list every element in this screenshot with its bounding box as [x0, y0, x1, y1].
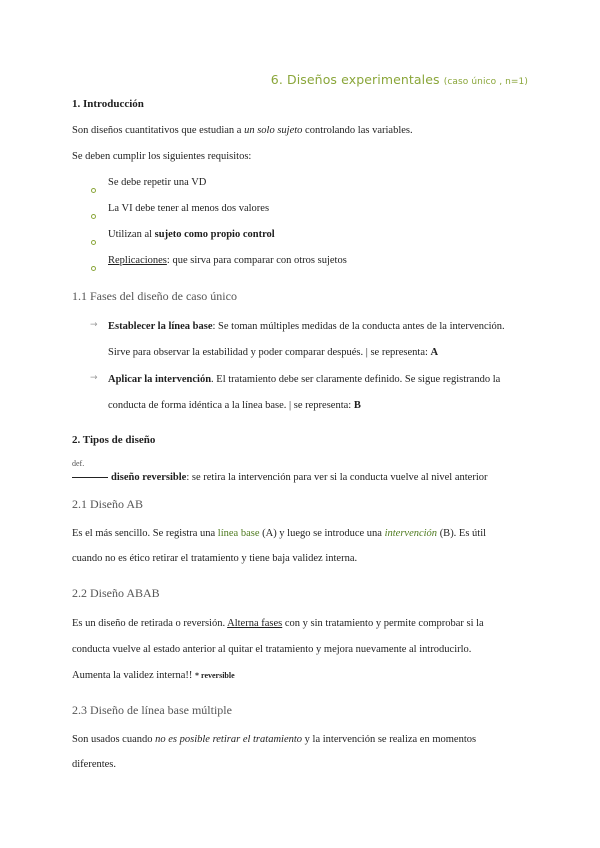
ab-term-intervention: intervención [384, 528, 438, 539]
bullet-dot-icon [91, 206, 96, 224]
requirement-item-2: La VI debe tener al menos dos valores [108, 203, 270, 214]
phase2-letter: B [353, 400, 361, 411]
ab-paragraph-line-1 [72, 527, 486, 540]
phase1-strong: Establecer la línea base [108, 321, 213, 332]
intro-paragraph-2: Se deben cumplir los siguientes requisitos: [72, 151, 252, 162]
definition-label: def. [72, 459, 85, 468]
abab-tag: * reversible [195, 671, 235, 680]
multiple-emphasis: no es posible retirar el tratamiento [155, 734, 303, 745]
header-title: 6. Diseños experimentales [270, 72, 440, 87]
abab-text-c: Aumenta la validez interna!! [72, 670, 196, 681]
req3-strong: sujeto como propio control [154, 229, 275, 240]
phase-item-1-line-1 [108, 320, 505, 333]
phase2-line2-text: conducta de forma idéntica a la línea base. | se representa: [108, 400, 354, 411]
arrow-right-icon: → [90, 320, 98, 330]
ab-text-a: Es el más sencillo. Se registra una [72, 528, 218, 539]
ab-paragraph-line-2: cuando no es ético retirar el tratamiento y tiene baja validez interna. [72, 553, 358, 564]
phase1-line2-text: Sirve para observar la estabilidad y poder comparar después. | se representa: [108, 347, 431, 358]
ab-term-baseline: línea base [217, 528, 260, 539]
dash-line [72, 477, 108, 478]
section-heading-multiple-baseline: 2.3 Diseño de línea base múltiple [72, 703, 232, 717]
p1-text-b: controlando las variables. [302, 125, 413, 136]
phase2-text: . El tratamiento debe ser claramente definido. Se sigue registrando la [211, 374, 501, 385]
abab-paragraph-line-1 [72, 617, 484, 630]
arrow-right-icon: → [90, 373, 98, 383]
phase-item-1-line-2 [108, 346, 438, 359]
page-header [271, 72, 528, 87]
definition-text: : se retira la intervención para ver si la conducta vuelve al nivel anterior [186, 472, 488, 483]
multiple-paragraph-line-2: diferentes. [72, 759, 117, 770]
abab-text-a: Es un diseño de retirada o reversión. [72, 618, 228, 629]
req3-text: Utilizan al [108, 229, 155, 240]
section-heading-intro: 1. Introducción [72, 98, 144, 110]
abab-paragraph-line-3 [72, 669, 235, 682]
multiple-text-b: y la intervención se realiza en momentos [302, 734, 477, 745]
definition-term: diseño reversible [111, 472, 187, 483]
phase-item-2-line-1 [108, 373, 500, 386]
phase1-text: : Se toman múltiples medidas de la conducta antes de la intervención. [212, 321, 505, 332]
multiple-paragraph-line-1 [72, 733, 476, 746]
p1-text-a: Son diseños cuantitativos que estudian a [72, 125, 245, 136]
req4-underlined: Replicaciones [108, 255, 167, 266]
section-heading-ab: 2.1 Diseño AB [72, 497, 144, 511]
multiple-text-a: Son usados cuando [72, 734, 156, 745]
bullet-dot-icon [91, 180, 96, 198]
bullet-dot-icon [91, 258, 96, 276]
abab-paragraph-line-2: conducta vuelve al estado anterior al quitar el tratamiento y mejora nuevamente al introducirlo. [72, 644, 472, 655]
ab-text-b: (A) y luego se introduce una [259, 528, 385, 539]
section-heading-abab: 2.2 Diseño ABAB [72, 586, 160, 600]
bullet-dot-icon [91, 232, 96, 250]
header-subtitle: (caso único , n=1) [443, 77, 528, 87]
section-heading-phases: 1.1 Fases del diseño de caso único [72, 289, 237, 303]
phase1-letter: A [430, 347, 439, 358]
req4-text: : que sirva para comparar con otros sujetos [166, 255, 347, 266]
p1-emphasis: un solo sujeto [244, 125, 303, 136]
abab-text-b: con y sin tratamiento y permite comprobar si la [282, 618, 484, 629]
intro-paragraph-1 [72, 124, 413, 137]
requirement-item-3 [108, 228, 275, 241]
requirement-item-1: Se debe repetir una VD [108, 177, 207, 188]
section-heading-types: 2. Tipos de diseño [72, 434, 156, 446]
abab-underlined: Alterna fases [227, 618, 283, 629]
phase-item-2-line-2 [108, 399, 361, 412]
requirement-item-4 [108, 254, 347, 267]
phase2-strong: Aplicar la intervención [108, 374, 212, 385]
definition-line [72, 471, 488, 484]
ab-text-c: (B). Es útil [437, 528, 487, 539]
